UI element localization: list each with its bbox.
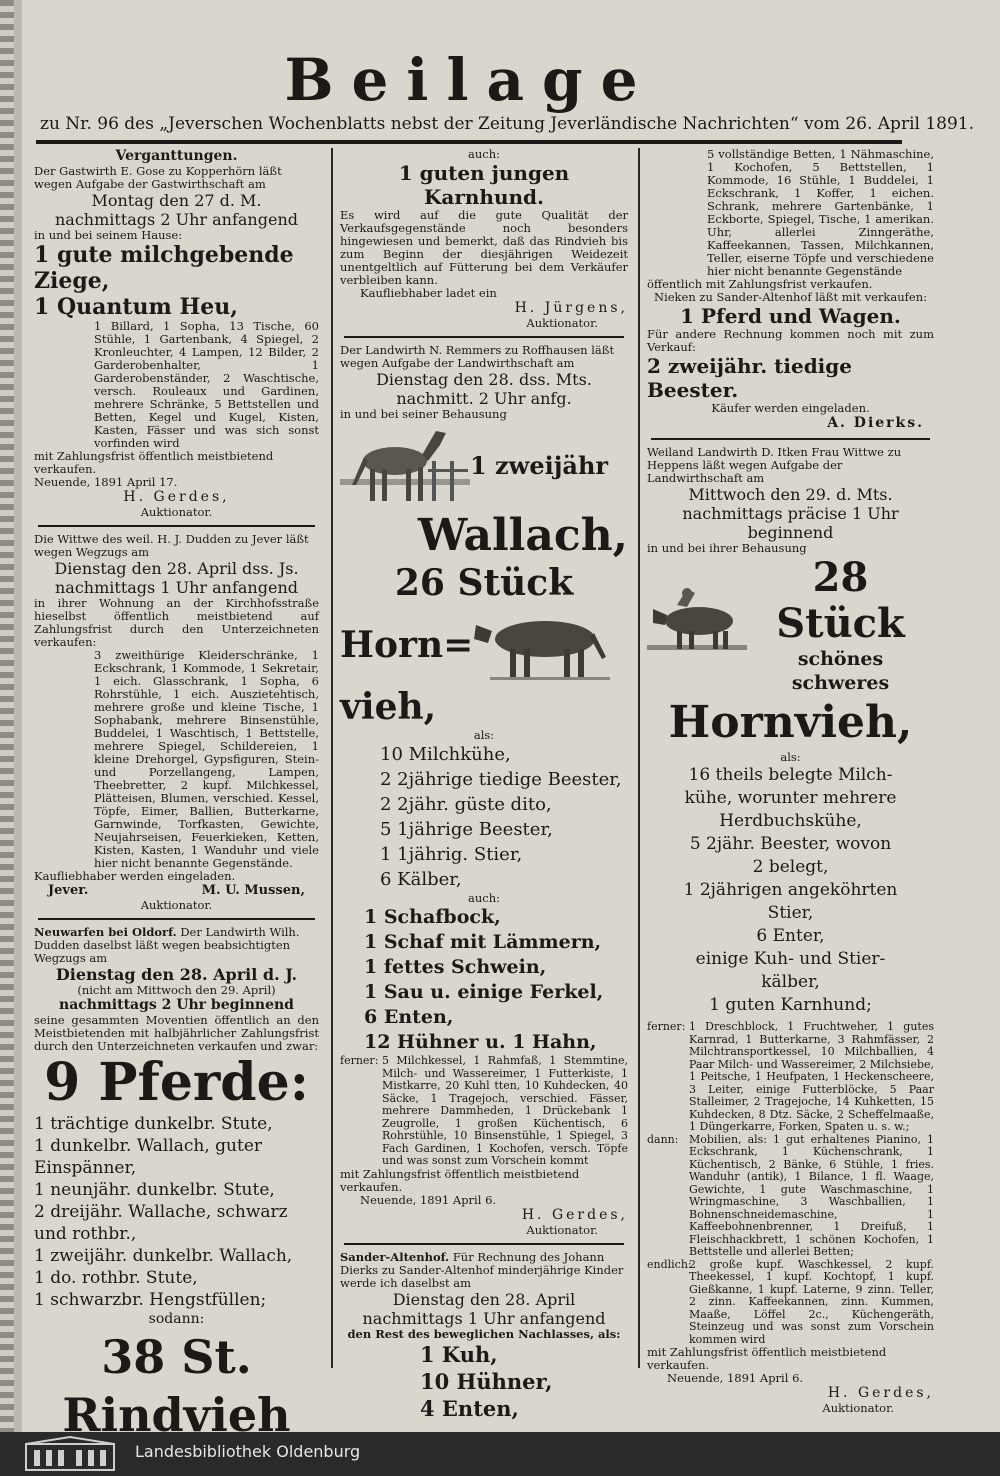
list-item: einige Kuh- und Stier- [695, 949, 886, 969]
ad-divider [651, 438, 930, 440]
ad-time: nachmittags 2 Uhr anfangend [55, 210, 298, 229]
ad-list: 3 zweithürige Kleiderschränke, 1 Eckschrank, 1 Kommode, 1 Sekretair, 1 eich. Glasschrank, 1 Sopha, 6 Rohrstühle, 1 eich. Auszietehtisch, mehrere große und kleine Tische, 1 Sophabank, mehrere Binsenstühle, Buddelei, 1 Waschtisch, 1 Bettstelle, mehrere Spiegel, Schildereien, 1 kleine Drehorgel, Gypsfiguren, Stein- und Porzellangeng, Lampen, Theebretter, 2 kupf. Milchkessel, Plätteisen, Blumen, verschied. Kessel, Töpfe, Eimer, Ballien, Butterkarne, Garnwinde, Torfkasten, Gewichte, Neujahrseisen, Feuerkieken, Ketten, Kisten, Kasten, 1 Wanduhr und viele hier nicht benannte Gegenstände. [94, 648, 319, 870]
ad-itken [647, 446, 934, 1415]
ad-neuwarfen [34, 926, 319, 1432]
ad-headline: 28 Stück [776, 554, 905, 647]
ad-intro: Weiland Landwirth D. Itken Frau Wittwe zu Heppens läßt wegen Aufgabe der Landwirthschaft am [647, 445, 902, 485]
list-item: 1 Sau u. einige Ferkel, [364, 981, 604, 1003]
ad-closing: Kaufliebhaber werden eingeladen. [34, 869, 236, 883]
ad-place: in und bei seinem Hause: [34, 228, 183, 242]
list-item: 5 2jähr. Beester, wovon [689, 834, 892, 854]
ad-item: 1 gute milchgebende Ziege, [34, 242, 294, 294]
ad-date: Dienstag den 28. dss. Mts. [376, 370, 592, 389]
ad-dierks [647, 148, 934, 432]
ad-endlich [647, 1259, 934, 1347]
list-item: 1 trächtige dunkelbr. Stute, [34, 1114, 273, 1134]
ad-closing: Kaufliebhaber ladet ein [360, 286, 497, 300]
ad-headline: 1 Pferd und Wagen. [680, 304, 901, 328]
ad-ferner [647, 1021, 934, 1134]
ad-headline-sub: schönes schweres [791, 648, 890, 694]
page-binding [0, 0, 14, 1432]
library-name[interactable]: Landesbibliothek Oldenburg [135, 1442, 361, 1461]
masthead-title: Beilage [284, 46, 656, 114]
page-edge [14, 0, 22, 1432]
ad-place: in und bei ihrer Behausung [647, 541, 807, 555]
ad-ferner-text: 5 Milchkessel, 1 Rahmfaß, 1 Stemmtine, Milch- und Wassereimer, 1 Futterkiste, 1 Mistkarre, 20 Kuhl tten, 10 Kuhdecken, 40 Säcke, 1 Tragejoch, verschied. Fässer, mehrere Dammheden, 1 Drückebank 1 Zeugrolle, 1 großen Küchentisch, 6 Rohrstühle, 10 Binsenstühle, 1 Spiegel, 3 Fach Gardinen, 1 Kochofen, versch. Töpfe und was sonst zum Vorschein kommt [382, 1054, 628, 1167]
ad-body: Es wird auf die gute Qualität der Verkaufsgegenstände noch besonders hingewiesen und bemerkt, daß das Rindvieh bis zum Beginn der diesjährigen Weidezeit unentgeltlich auf Fütterung bei dem Verkäufer verbleiben kann. [340, 208, 628, 287]
horse-list [34, 1113, 319, 1311]
ad-intro: Der Landwirth N. Remmers zu Roffhausen läßt wegen Aufgabe der Landwirthschaft am [340, 343, 615, 370]
list-item: 1 1jährig. Stier, [380, 844, 523, 865]
ad-dann-label: dann: [647, 1132, 679, 1146]
list-item: 4 Enten, [420, 1395, 519, 1421]
ad-intro: Der Landwirth Wilh. Dudden daselbst läßt wegen beabsichtigten Wegzugs am [34, 925, 300, 965]
ad-body: in ihrer Wohnung an der Kirchhofsstraße hieselbst öffentlich meistbietend auf Zahlungsfrist durch den Unterzeichneten verkaufen: [34, 596, 319, 649]
list-item: 6 Enter, [756, 926, 825, 946]
ad-date: Montag den 27 d. M. [91, 191, 262, 210]
list-item: 1 neunjähr. dunkelbr. Stute, [34, 1180, 275, 1200]
ad-signer-title: Auktionator. [526, 316, 598, 330]
ad-intro: Die Wittwe des weil. H. J. Dudden zu Jever läßt wegen Wegzugs am [34, 532, 309, 559]
ad-time: nachmittags präcise 1 Uhr beginnend [682, 504, 899, 542]
ad-signer: A. Dierks. [827, 415, 924, 431]
ad-signer-title: Auktionator. [822, 1401, 894, 1415]
ad-place: in und bei seiner Behausung [340, 407, 507, 421]
ad-endlich-label: endlich: [647, 1257, 692, 1271]
cow-illustration [470, 605, 620, 685]
ad-als: als: [473, 728, 495, 742]
ad-headline: 26 Stück [394, 562, 574, 604]
list-item: 1 zweijähr. dunkelbr. Wallach, [34, 1246, 293, 1266]
ad-dudden-jever [34, 533, 319, 912]
list-item: 1 Kuh, [420, 1341, 498, 1367]
estate-list [340, 1341, 628, 1422]
column-rule-2 [638, 148, 640, 1368]
list-item: kühe, worunter mehrere [684, 788, 897, 808]
ad-intro-bold: Sander-Altenhof. [340, 1249, 450, 1264]
ad-closing: öffentlich mit Zahlungsfrist verkaufen. [647, 277, 873, 291]
ad-note: (nicht am Mittwoch den 29. April) [77, 983, 276, 997]
list-item: Herdbuchskühe, [719, 811, 862, 831]
ad-rest: den Rest des beweglichen Nachlasses, als: [347, 1326, 621, 1341]
cattle-illustration [647, 585, 747, 665]
ad-auch: auch: [468, 891, 500, 905]
cow-block [340, 605, 628, 685]
livestock-list [340, 742, 628, 892]
list-item: 6 Kälber, [380, 869, 462, 890]
herd-list [647, 764, 934, 1017]
ad-intro: Der Gastwirth E. Gose zu Kopperhörn läßt wegen Aufgabe der Gastwirthschaft am [34, 164, 282, 191]
ad-juergens [340, 148, 628, 330]
ad-closing: mit Zahlungsfrist öffentlich meistbietend verkaufen. [647, 1345, 887, 1372]
ad-intro: Nieken zu Sander-Altenhof läßt mit verkaufen: [654, 290, 927, 304]
ad-gose [34, 148, 319, 519]
ad-ferner-label: ferner: [340, 1054, 379, 1067]
ad-signer-title: Auktionator. [526, 1222, 598, 1237]
ad-ferner [340, 1055, 628, 1168]
column-rule-1 [331, 148, 333, 1368]
ad-signer: H. Gerdes, [123, 489, 230, 505]
ad-headline: 1 guten jungen Karnhund. [398, 161, 570, 209]
masthead-subtitle: zu Nr. 96 des „Jeverschen Wochenblatts nebst der Zeitung Jeverländische Nachrichten“ vom 26. April 1891. [40, 114, 975, 134]
list-item: 2 2jähr. güste dito, [380, 794, 552, 815]
ad-invite: Käufer werden eingeladen. [711, 401, 870, 415]
list-item: Stier, [767, 903, 814, 923]
ad-signer: M. U. Mussen, [201, 883, 305, 898]
list-item: 10 Milchkühe, [380, 744, 511, 765]
livestock-list-2 [340, 905, 628, 1055]
ad-ferner-label: ferner: [647, 1020, 686, 1033]
ad-divider [38, 918, 315, 920]
ad-item: 1 Quantum Heu, [34, 294, 238, 320]
ad-dateline: Neuende, 1891 April 6. [360, 1192, 497, 1207]
horse-illustration [340, 421, 470, 511]
ad-date: Mittwoch den 29. d. Mts. [688, 485, 893, 504]
ad-time: nachmittags 1 Uhr anfangend [362, 1308, 606, 1328]
ad-divider [344, 336, 624, 338]
library-logo-icon [22, 1436, 118, 1472]
list-item: 1 dunkelbr. Wallach, guter Einspänner, [34, 1136, 263, 1178]
ad-headline: vieh, [340, 686, 437, 728]
list-item: 1 Schafbock, [364, 906, 501, 928]
ad-list: 1 Billard, 1 Sopha, 13 Tische, 60 Stühle, 1 Gartenbank, 4 Spiegel, 2 Kronleuchter, 4 Lampen, 12 Bilder, 2 Garderobenhalter, 1 Garderobenständer, 2 Waschtische, versch. Rouleaux und Gardinen, mehrere Schränke, 5 Bettstellen und Betten, Kegel und Kugel, Kisten, Kasten, Fässer und was sich sonst vorfinden wird [94, 319, 319, 450]
list-item: 6 Enten, [364, 1006, 454, 1028]
list-item: kälber, [761, 972, 820, 992]
ad-divider [344, 1243, 624, 1245]
ad-body: 5 vollständige Betten, 1 Nähmaschine, 1 Kochofen, 5 Bettstellen, 1 Kommode, 16 Stühle, 1 Buddelei, 1 Eckschrank, 1 Koffer, 1 eichen. Schrank, mehrere Gartenbänke, 1 Eckborte, Spiegel, Tische, 1 amerikan. Uhr, allerlei Zinngeräthe, Kaffeekannen, Tassen, Milchkannen, Teller, eiserne Töpfe und verschiedene hier nicht benannte Gegenstände [707, 147, 934, 278]
column-2 [340, 148, 628, 1422]
ad-sodann: sodann: [148, 1311, 205, 1327]
list-item: 1 Schaf mit Lämmern, [364, 931, 602, 953]
list-item: 12 Hühner u. 1 Hahn, [364, 1031, 597, 1053]
ad-closing: mit Zahlungsfrist öffentlich meistbietend verkaufen. [34, 449, 274, 476]
column-3 [647, 148, 934, 1415]
cattle-block [647, 555, 934, 695]
ad-headline: 2 zweijähr. tiedige Beester. [647, 354, 852, 402]
ad-date: Dienstag den 28. April dss. Js. [54, 559, 299, 578]
ad-date: Dienstag den 28. April d. J. [55, 965, 298, 984]
ad-intro: Für Rechnung des Johann Dierks zu Sander-Altenhof minderjährige Kinder werde ich daselbst am [340, 1249, 624, 1290]
ad-heading: Verganttungen. [115, 148, 238, 164]
ad-date: Dienstag den 28. April [392, 1289, 576, 1309]
ad-dateline: Neuende, 1891 April 17. [34, 475, 178, 489]
ad-headline: Wallach, [417, 510, 628, 561]
ad-dann-text: Mobilien, als: 1 gut erhaltenes Pianino, 1 Eckschrank, 1 Küchenschrank, 1 Küchentisch, 2 Bänke, 6 Stühle, 1 fries. Wanduhr (antik), 1 Bilance, 1 fl. Waage, Gewichte, 1 gute Waschmaschine, 1 Wringmaschine, 3 Waschballien, 1 Bohnenschneidemaschine, 1 Kaffeebohnenbrenner, 1 Dreifuß, 1 Fleischhackbrett, 1 schönen Kochofen, 1 Bettstelle und allerlei Betten; [689, 1132, 934, 1258]
ad-signer-title: Auktionator. [140, 505, 213, 519]
ad-dateline: Neuende, 1891 April 6. [667, 1371, 804, 1385]
ad-signature [34, 883, 319, 899]
ad-auch: auch: [468, 147, 500, 161]
ad-signer-title: Auktionator. [140, 898, 213, 912]
masthead [40, 46, 975, 134]
list-item: 1 2jährigen angeköhrten [683, 880, 898, 900]
list-item: 2 belegt, [752, 857, 829, 877]
ad-headline: Hornvieh, [668, 697, 913, 748]
ad-ferner-text: 1 Dreschblock, 1 Fruchtweher, 1 gutes Karnrad, 1 Butterkarne, 3 Rahmfässer, 2 Milchtransportkessel, 10 Milchballien, 4 Paar Milch- und Wassereimer, 2 Milchsiebe, 1 Peitsche, 1 Heufpaten, 1 Heckenscheere, 3 Leiter, einige Futterblöcke, 5 Paar Stalleimer, 2 Tragejoche, 14 Kuhketten, 15 Kuhdecken, 8 Dtz. Säcke, 2 Scheffelmaaße, 1 Düngerkarre, Forken, Spaten u. s. w.; [689, 1020, 934, 1133]
ad-dann [647, 1134, 934, 1259]
ad-intro-bold: Neuwarfen bei Oldorf. [34, 925, 177, 939]
ad-remmers [340, 344, 628, 1237]
list-item: 1 guten Karnhund; [709, 995, 872, 1015]
ad-body: seine gesammten Moventien öffentlich an den Meistbietenden mit halbjährlicher Zahlungsfrist durch den Unterzeichneten verkaufen und zwar: [34, 1013, 319, 1053]
horse-block [340, 421, 628, 511]
column-1 [34, 148, 319, 1432]
ad-endlich-text: 2 große kupf. Waschkessel, 2 kupf. Theekessel, 1 kupf. Kochtopf, 1 kupf. Gießkanne, 1 kupf. Laterne, 9 zinn. Teller, 2 zinn. Kaffeekannen, zinn. Kummen, Maaße, Löffel 2c., Küchengeräth, Steinzeug und was sonst zum Vorschein kommen wird [689, 1257, 934, 1346]
ad-closing: mit Zahlungsfrist öffentlich meistbietend verkaufen. [340, 1166, 580, 1194]
ad-als: als: [780, 750, 801, 764]
ad-place: Jever. [48, 883, 89, 898]
ad-time: nachmittags 1 Uhr anfangend [55, 578, 298, 597]
list-item: 1 do. rothbr. Stute, [34, 1268, 198, 1288]
ad-headline: Horn= [340, 624, 474, 666]
ad-body: Für andere Rechnung kommen noch mit zum Verkauf: [647, 327, 934, 354]
ad-time: nachmitt. 2 Uhr anfg. [396, 389, 572, 408]
ad-headline: 9 Pferde: [44, 1052, 309, 1113]
list-item: 1 schwarzbr. Hengstfüllen; [34, 1290, 267, 1310]
list-item: 10 Hühner, [420, 1368, 553, 1394]
list-item: 2 dreijähr. Wallache, schwarz und rothbr., [34, 1202, 288, 1244]
ad-sander-altenhof [340, 1251, 628, 1422]
ad-headline: 38 St. Rindvieh [62, 1330, 291, 1432]
ad-headline: 1 zweijähr [470, 451, 609, 480]
list-item: 16 theils belegte Milch- [688, 765, 893, 785]
ad-signer: H. Gerdes, [827, 1385, 934, 1401]
ad-signer: H. Gerdes, [521, 1206, 628, 1223]
ad-signer: H. Jürgens, [514, 300, 628, 316]
list-item: 2 2jährige tiedige Beester, [380, 769, 622, 790]
masthead-rule [36, 140, 902, 144]
ad-time: nachmittags 2 Uhr beginnend [59, 997, 294, 1013]
list-item: 1 fettes Schwein, [364, 956, 547, 978]
ad-divider [38, 525, 315, 527]
list-item: 5 1jährige Beester, [380, 819, 553, 840]
